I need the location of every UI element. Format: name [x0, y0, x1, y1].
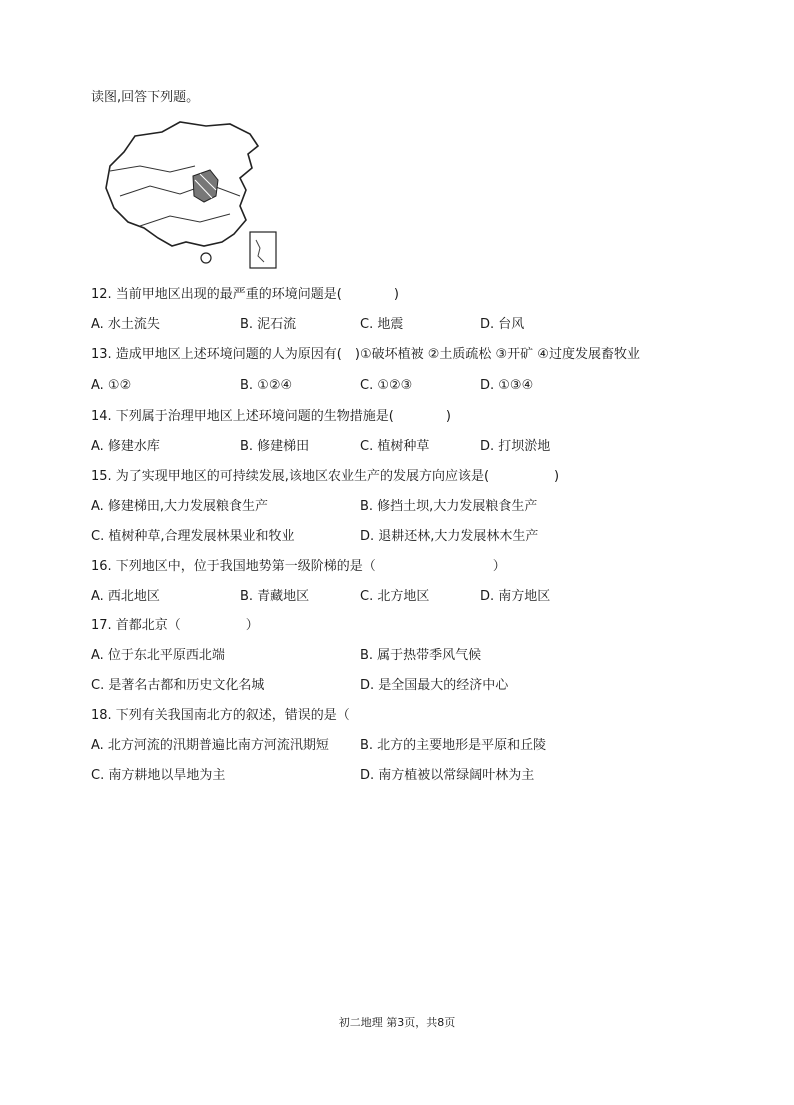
option-d: D. 南方地区 — [480, 589, 551, 604]
option-a: A. 修建水库 — [91, 439, 160, 454]
question-stem: 17. 首都北京（ ） — [91, 618, 259, 633]
option-c: C. 地震 — [360, 317, 404, 332]
option-c: C. 植树种草,合理发展林果业和牧业 — [91, 529, 295, 544]
option-d: D. ①③④ — [480, 378, 534, 393]
option-a: A. 修建梯田,大力发展粮食生产 — [91, 499, 269, 514]
option-d: D. 是全国最大的经济中心 — [360, 678, 509, 693]
china-map-figure — [100, 116, 282, 274]
question-stem: 14. 下列属于治理甲地区上述环境问题的生物措施是( ) — [91, 409, 451, 424]
option-b: B. 属于热带季风气候 — [360, 648, 482, 663]
option-b: B. 泥石流 — [240, 317, 297, 332]
option-a: A. 位于东北平原西北端 — [91, 648, 225, 663]
option-d: D. 南方植被以常绿阔叶林为主 — [360, 768, 535, 783]
option-a: A. 水土流失 — [91, 317, 160, 332]
option-b: B. 修挡土坝,大力发展粮食生产 — [360, 499, 538, 514]
option-d: D. 台风 — [480, 317, 525, 332]
option-b: B. ①②④ — [240, 378, 293, 393]
option-a: A. 西北地区 — [91, 589, 160, 604]
question-stem: 16. 下列地区中，位于我国地势第一级阶梯的是（ ） — [91, 559, 506, 574]
option-a: A. 北方河流的汛期普遍比南方河流汛期短 — [91, 738, 329, 753]
question-stem: 13. 造成甲地区上述环境问题的人为原因有( )①破坏植被 ②土质疏松 ③开矿 ④过度发展畜牧业 — [91, 347, 640, 362]
option-b: B. 北方的主要地形是平原和丘陵 — [360, 738, 547, 753]
option-c: C. 是著名古都和历史文化名城 — [91, 678, 265, 693]
page-footer: 初二地理 第3页，共8页 — [338, 1016, 456, 1029]
option-c: C. 南方耕地以旱地为主 — [91, 768, 226, 783]
question-stem: 12. 当前甲地区出现的最严重的环境问题是( ) — [91, 287, 399, 302]
option-a: A. ①② — [91, 378, 132, 393]
option-d: D. 打坝淤地 — [480, 439, 551, 454]
question-stem: 18. 下列有关我国南北方的叙述，错误的是（ — [91, 708, 350, 723]
intro-text: 读图,回答下列题。 — [91, 90, 200, 105]
option-c: C. 北方地区 — [360, 589, 430, 604]
option-b: B. 青藏地区 — [240, 589, 310, 604]
option-d: D. 退耕还林,大力发展林木生产 — [360, 529, 539, 544]
question-stem: 15. 为了实现甲地区的可持续发展,该地区农业生产的发展方向应该是( ) — [91, 469, 560, 484]
option-b: B. 修建梯田 — [240, 439, 310, 454]
option-c: C. 植树种草 — [360, 439, 430, 454]
option-c: C. ①②③ — [360, 378, 413, 393]
